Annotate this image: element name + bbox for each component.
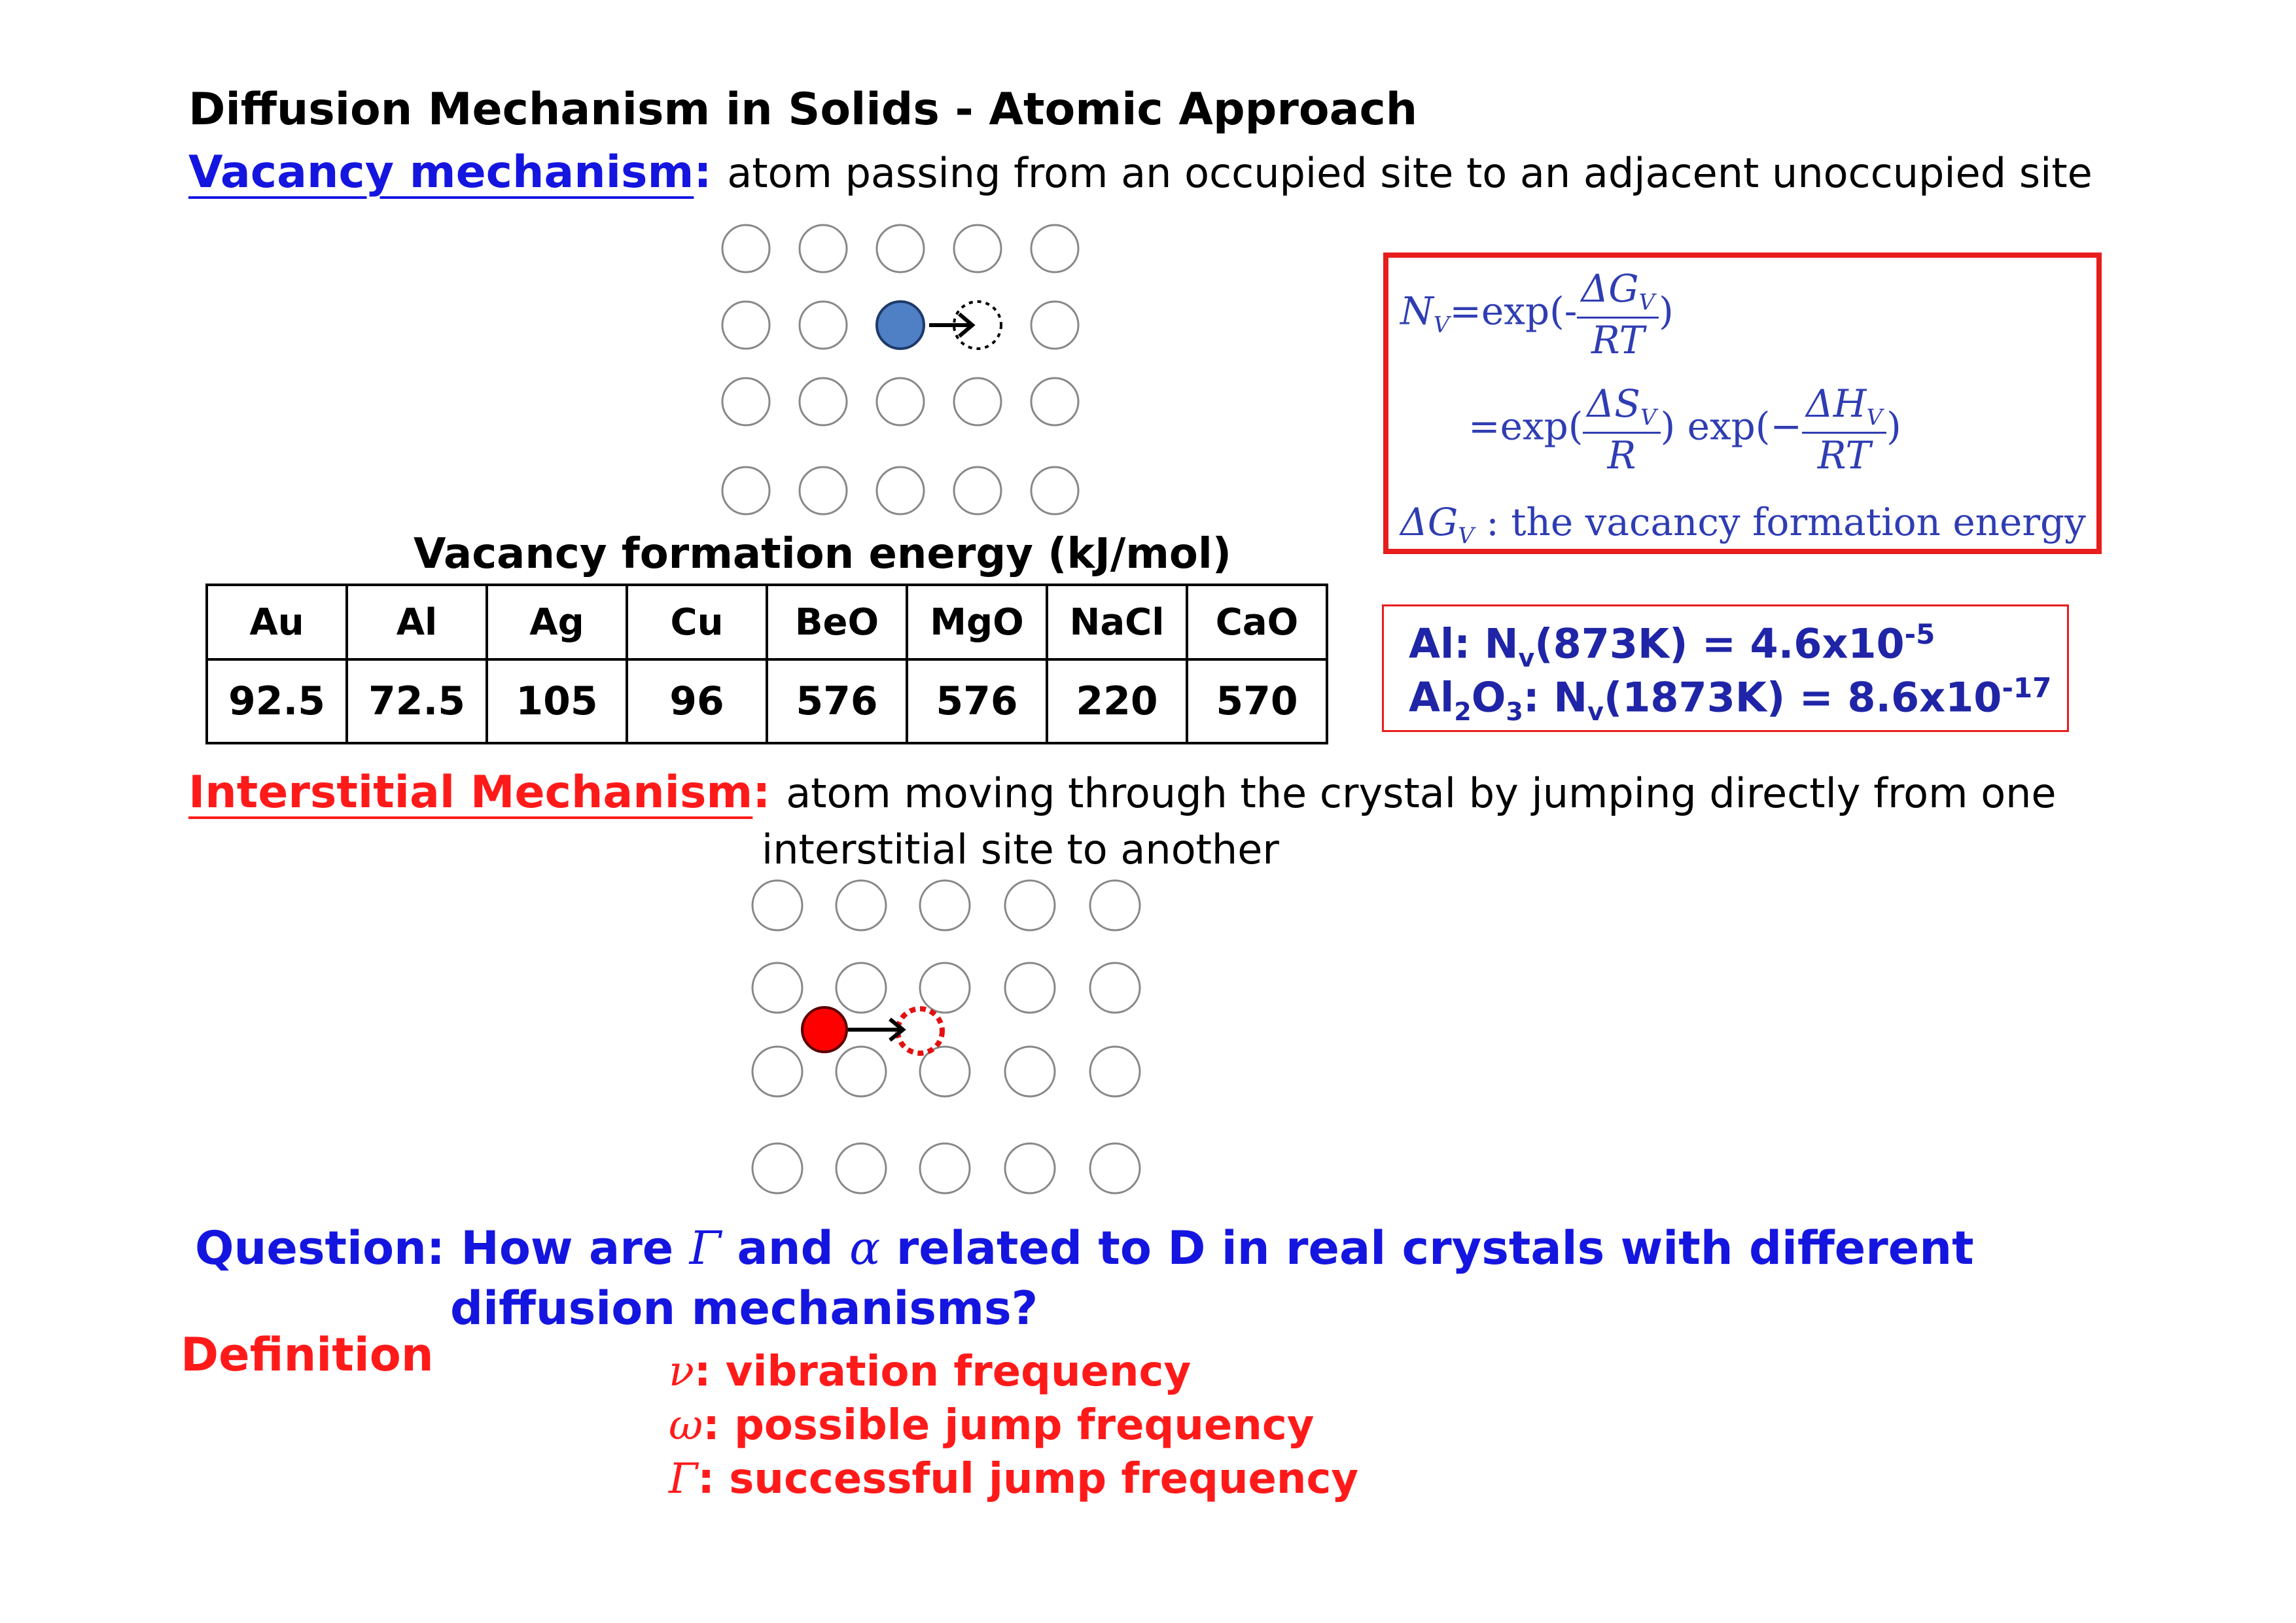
nu-symbol: ν — [669, 1348, 694, 1396]
lattice-site — [752, 1143, 802, 1193]
vacancy-section — [188, 147, 2093, 198]
lattice-site — [800, 302, 847, 349]
table-cell: 92.5 — [207, 659, 347, 743]
table-title: Vacancy formation energy (kJ/mol) — [414, 530, 1232, 578]
formula-nv: N — [1400, 288, 1434, 334]
formula-exp: =exp(- — [1449, 288, 1578, 334]
table-header-cell: CaO — [1187, 585, 1327, 659]
nv-text: O — [1471, 673, 1506, 722]
table-cell: 576 — [907, 659, 1047, 743]
lattice-site — [1031, 467, 1078, 514]
jump-arrow-icon — [848, 1019, 903, 1040]
definition-heading: Definition — [181, 1328, 434, 1382]
lattice-site — [1005, 963, 1055, 1013]
formula-delta-h: ΔH — [1806, 381, 1867, 426]
definition-text: : vibration frequency — [694, 1348, 1192, 1396]
table-header-cell: BeO — [767, 585, 907, 659]
formula-line-2 — [1468, 381, 1901, 478]
definition-text: : possible jump frequency — [703, 1401, 1315, 1450]
formula-gv: ΔG — [1400, 500, 1458, 544]
question-colon: : — [426, 1221, 445, 1275]
table-cell: 105 — [487, 659, 627, 743]
question-text: and — [737, 1221, 834, 1275]
lattice-site — [722, 302, 769, 349]
table-cell: 576 — [767, 659, 907, 743]
definition-list — [669, 1345, 1358, 1506]
lattice-site — [954, 378, 1001, 425]
question-label: Question — [195, 1221, 427, 1275]
gamma-symbol: Γ — [669, 1455, 698, 1503]
interstitial-atom — [802, 1007, 847, 1052]
nv-text: Al — [1409, 673, 1455, 722]
moving-atom — [877, 302, 924, 349]
lattice-site — [800, 225, 847, 272]
lattice-site — [752, 1047, 802, 1096]
lattice-site — [1031, 302, 1078, 349]
formula-line-1 — [1400, 266, 1674, 362]
formula-gv-text: : the vacancy formation energy — [1474, 500, 2086, 544]
formula-sub: V — [1433, 311, 1450, 338]
definition-item — [669, 1345, 1358, 1399]
lattice-site — [954, 467, 1001, 514]
alpha-symbol: α — [849, 1221, 881, 1275]
lattice-site — [1005, 1143, 1055, 1193]
vacancy-energy-table — [205, 584, 1328, 744]
formula-fraction-h — [1802, 381, 1886, 478]
lattice-site — [1090, 1143, 1140, 1193]
lattice-site — [752, 881, 802, 930]
nv-text: (873K) = 4.6x10 — [1534, 620, 1905, 668]
lattice-site — [920, 1047, 970, 1096]
nv-line-al — [1409, 618, 1935, 672]
question-block — [195, 1218, 1974, 1338]
vacancy-formula-box — [1383, 253, 2102, 554]
lattice-site — [877, 225, 924, 272]
lattice-site — [877, 378, 924, 425]
gamma-symbol: Γ — [689, 1221, 722, 1275]
formula-sub: V — [1640, 404, 1657, 431]
question-line-1 — [195, 1218, 1974, 1278]
interstitial-description-1: atom moving through the crystal by jumping directly from one — [786, 769, 2057, 817]
interstitial-colon: : — [752, 767, 771, 818]
nv-sub: 3 — [1506, 697, 1523, 727]
table-header-row — [207, 585, 1327, 659]
question-line-2: diffusion mechanisms? — [450, 1282, 1038, 1335]
lattice-site — [954, 225, 1001, 272]
lattice-site — [877, 467, 924, 514]
formula-close: ) — [1659, 288, 1674, 334]
definition-item — [669, 1399, 1358, 1452]
jump-arrow-icon — [929, 314, 972, 336]
lattice-site — [920, 1143, 970, 1193]
table-header-cell: MgO — [907, 585, 1047, 659]
table-cell: 96 — [627, 659, 767, 743]
formula-sub: V — [1638, 289, 1655, 316]
table-header-cell: Al — [347, 585, 487, 659]
page-title: Diffusion Mechanism in Solids - Atomic Approach — [188, 84, 1418, 135]
interstitial-section — [188, 767, 2057, 818]
lattice-site — [1090, 881, 1140, 930]
omega-symbol: ω — [669, 1401, 703, 1450]
lattice-site — [722, 467, 769, 514]
lattice-site — [1090, 1047, 1140, 1096]
lattice-site — [722, 225, 769, 272]
lattice-site — [836, 1047, 886, 1096]
table-row — [207, 659, 1327, 743]
question-text: How are — [461, 1221, 674, 1275]
nv-text: (1873K) = 8.6x10 — [1603, 673, 2002, 722]
lattice-site — [1031, 378, 1078, 425]
interstitial-lattice-diagram — [739, 875, 1158, 1202]
formula-rt: RT — [1817, 432, 1871, 478]
lattice-site — [752, 963, 802, 1013]
formula-close: ) — [1886, 404, 1901, 449]
lattice-site — [836, 1143, 886, 1193]
formula-line-3 — [1400, 500, 2086, 550]
vacancy-colon: : — [694, 147, 712, 198]
definition-text: : successful jump frequency — [698, 1455, 1359, 1503]
nv-line-al2o3 — [1409, 672, 2051, 726]
lattice-site — [800, 378, 847, 425]
lattice-site — [1090, 963, 1140, 1013]
interstitial-heading: Interstitial Mechanism — [188, 767, 753, 818]
nv-sub: 2 — [1454, 697, 1472, 727]
interstitial-description-2: interstitial site to another — [762, 826, 1279, 873]
formula-fraction-s — [1583, 381, 1660, 478]
nv-text: Al: N — [1409, 620, 1519, 668]
table-cell: 220 — [1047, 659, 1187, 743]
nv-text: : N — [1523, 673, 1588, 722]
table-cell: 570 — [1187, 659, 1327, 743]
definition-item — [669, 1452, 1358, 1506]
formula-exp2: =exp( — [1468, 404, 1583, 449]
lattice-site — [920, 963, 970, 1013]
vacancy-lattice-diagram — [707, 216, 1099, 530]
nv-values-box — [1382, 604, 2069, 732]
vacancy-heading: Vacancy mechanism — [188, 147, 694, 198]
nv-sub: v — [1587, 697, 1604, 727]
formula-sub: V — [1458, 523, 1474, 550]
table-header-cell: Cu — [627, 585, 767, 659]
lattice-site — [1005, 881, 1055, 930]
table-header-cell: Ag — [487, 585, 627, 659]
vacancy-description: atom passing from an occupied site to an adjacent unoccupied site — [727, 149, 2093, 197]
question-text: related to D in real crystals with different — [896, 1221, 1974, 1275]
lattice-site — [1031, 225, 1078, 272]
table-cell: 72.5 — [347, 659, 487, 743]
nv-exp: -5 — [1904, 618, 1935, 650]
formula-rt: RT — [1591, 317, 1645, 362]
formula-delta-s: ΔS — [1587, 381, 1641, 426]
lattice-site — [836, 881, 886, 930]
formula-sub: V — [1866, 404, 1883, 431]
formula-exp-minus: ) exp(− — [1660, 404, 1803, 449]
nv-exp: -17 — [2002, 672, 2052, 704]
table-header-cell: NaCl — [1047, 585, 1187, 659]
nv-sub: v — [1518, 644, 1535, 673]
lattice-site — [920, 881, 970, 930]
lattice-site — [836, 963, 886, 1013]
lattice-site — [1005, 1047, 1055, 1096]
formula-r: R — [1607, 432, 1636, 478]
lattice-site — [800, 467, 847, 514]
formula-fraction-g — [1577, 266, 1659, 362]
table-header-cell: Au — [207, 585, 347, 659]
lattice-site — [722, 378, 769, 425]
formula-delta-g: ΔG — [1581, 266, 1639, 311]
